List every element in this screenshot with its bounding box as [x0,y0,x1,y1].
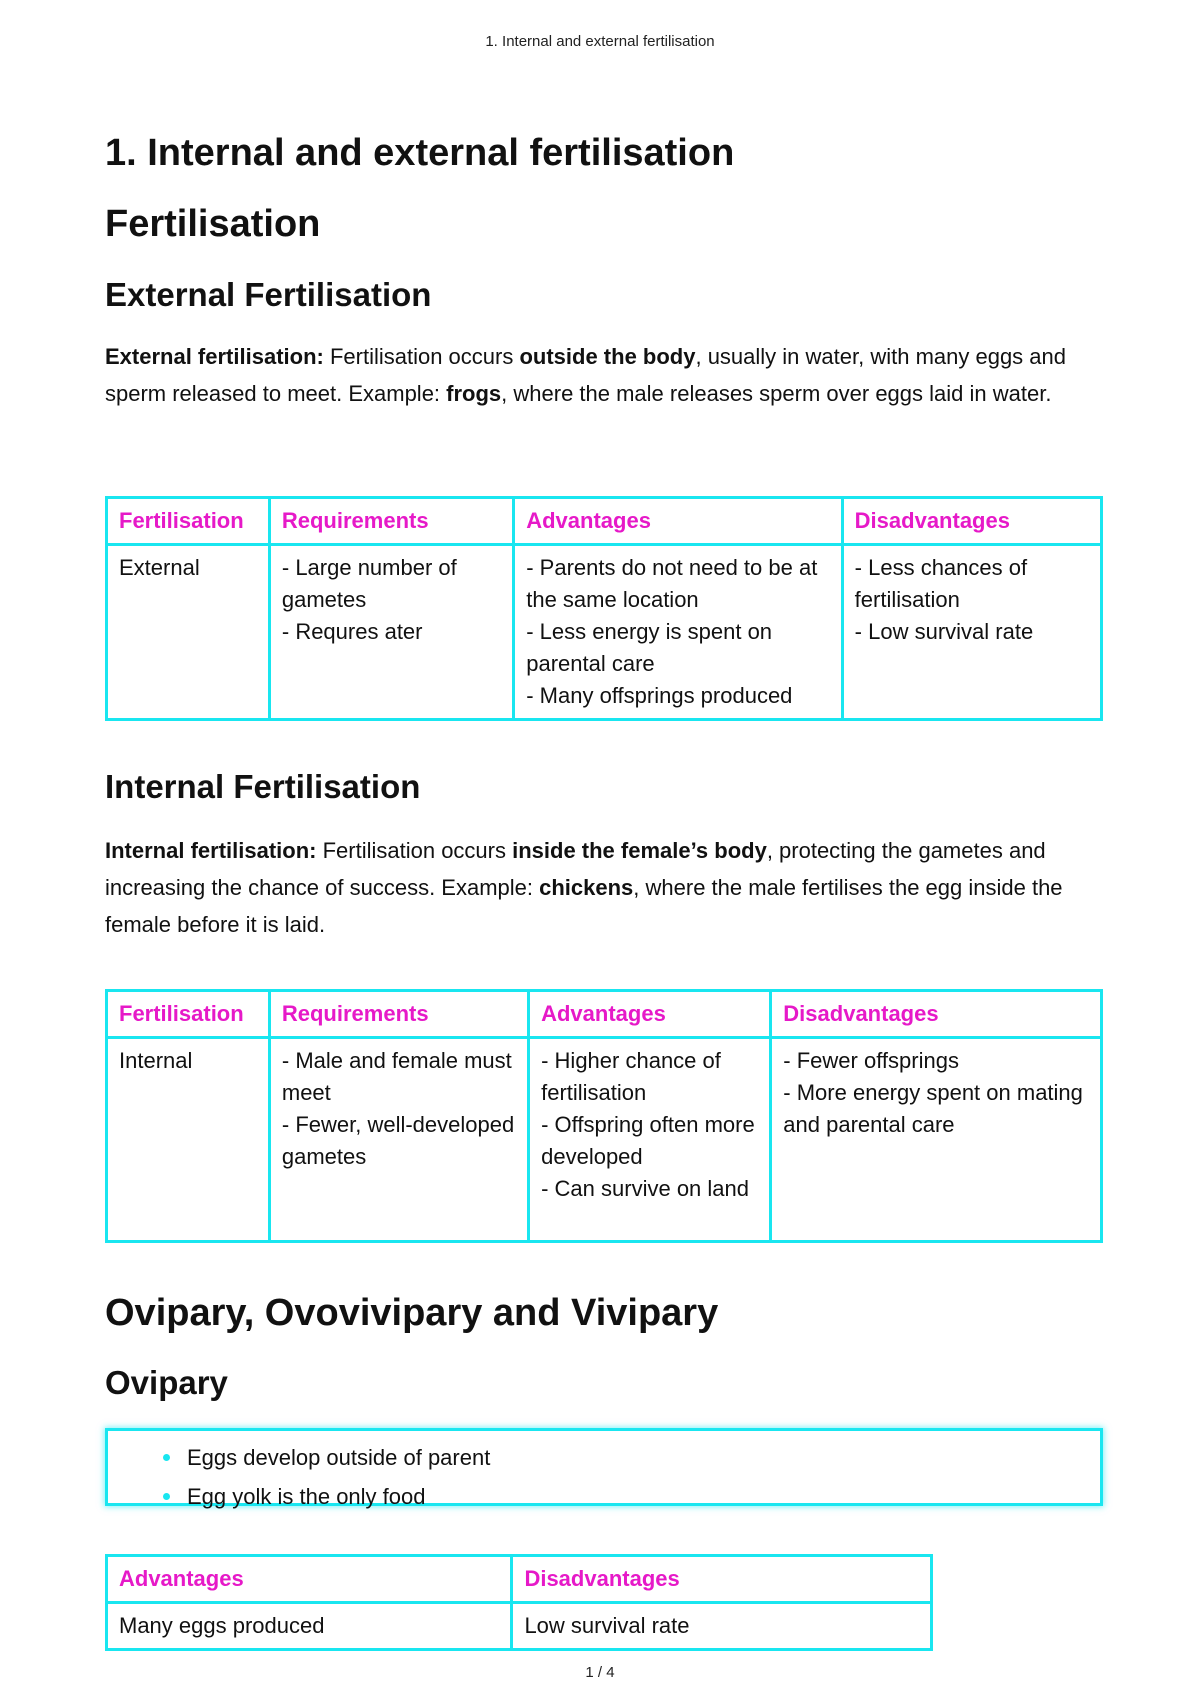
ovipary-callout [105,1428,1103,1509]
bullet-icon [163,1454,170,1461]
external-bold-2: frogs [446,381,502,406]
header-fertilisation: Fertilisation [107,498,270,545]
internal-text-1: Fertilisation occurs [316,838,513,863]
internal-text-2: , protecting the gametes and increasing the chance of success. Example: [105,838,1046,900]
cell-advantage: Many eggs produced [107,1603,512,1650]
header-disadvantages: Disadvantages [512,1556,932,1603]
header-advantages: Advantages [529,991,771,1038]
list-item-text: Eggs develop outside of parent [187,1445,491,1470]
external-paragraph [105,338,1105,412]
table-row [107,1603,932,1650]
requirement-line: - Large number of gametes [281,555,457,612]
page-number: 1 / 4 [585,1664,615,1681]
cell-requirements [269,545,513,720]
subsection-heading-external: External Fertilisation [105,276,432,313]
table-header-row [107,1556,932,1603]
list-item [160,1438,490,1477]
header-fertilisation: Fertilisation [107,991,270,1038]
table-header-row [107,498,1102,545]
table-row [107,545,1102,720]
cell-disadvantage: Low survival rate [512,1603,932,1650]
header-requirements: Requirements [269,991,528,1038]
internal-paragraph [105,832,1105,943]
internal-term: Internal fertilisation: [105,838,317,863]
cell-disadvantages [771,1038,1102,1242]
external-text-3: , where the male releases sperm over eggs laid in water. [501,381,1052,406]
header-disadvantages: Disadvantages [842,498,1101,545]
internal-bold-2: chickens [539,875,634,900]
requirement-line: - Fewer, well-developed gametes [281,1112,515,1169]
subsection-heading-ovipary: Ovipary [105,1364,228,1401]
internal-text-3: , where the male fertilises the egg inside the female before it is laid. [105,875,1063,937]
cell-type: Internal [107,1038,270,1242]
requirement-line: - Requres ater [281,619,423,644]
internal-bold-1: inside the female’s body [512,838,767,863]
disadvantage-line: - More energy spent on mating and parental care [783,1080,1083,1137]
bullet-icon [163,1493,170,1500]
table-header-row [107,991,1102,1038]
subsection-heading-internal: Internal Fertilisation [105,768,421,805]
list-item-text: Egg yolk is the only food [187,1484,426,1509]
cell-advantages [529,1038,771,1242]
advantage-line: - Offspring often more developed [541,1112,755,1169]
external-bold-1: outside the body [519,344,696,369]
external-text-2: , usually in water, with many eggs and sperm released to meet. Example: [105,344,1066,406]
external-fertilisation-table [105,496,1103,721]
advantage-line: - Can survive on land [541,1176,749,1201]
advantage-line: - Parents do not need to be at the same location [526,555,818,612]
cell-type: External [107,545,270,720]
header-requirements: Requirements [269,498,513,545]
ovipary-table [105,1554,933,1651]
cell-disadvantages [842,545,1101,720]
header-advantages: Advantages [514,498,842,545]
cell-advantages [514,545,842,720]
requirement-line: - Male and female must meet [281,1048,512,1105]
advantage-line: - Less energy is spent on parental care [526,619,773,676]
header-advantages: Advantages [107,1556,512,1603]
advantage-line: - Many offsprings produced [526,683,793,708]
disadvantage-line: - Less chances of fertilisation [854,555,1028,612]
disadvantage-line: - Fewer offsprings [783,1048,959,1073]
page-title: 1. Internal and external fertilisation [105,132,735,174]
cell-requirements [269,1038,528,1242]
external-text-1: Fertilisation occurs [323,344,520,369]
internal-fertilisation-table [105,989,1103,1243]
header-disadvantages: Disadvantages [771,991,1102,1038]
advantage-line: - Higher chance of fertilisation [541,1048,721,1105]
table-row [107,1038,1102,1242]
section-heading-oviparity: Ovipary, Ovovivipary and Vivipary [105,1292,719,1334]
disadvantage-line: - Low survival rate [854,619,1034,644]
section-heading-fertilisation: Fertilisation [105,203,321,245]
ovipary-bullet-list [160,1438,490,1516]
external-term: External fertilisation: [105,344,324,369]
list-item [160,1477,490,1516]
running-header: 1. Internal and external fertilisation [485,33,715,50]
